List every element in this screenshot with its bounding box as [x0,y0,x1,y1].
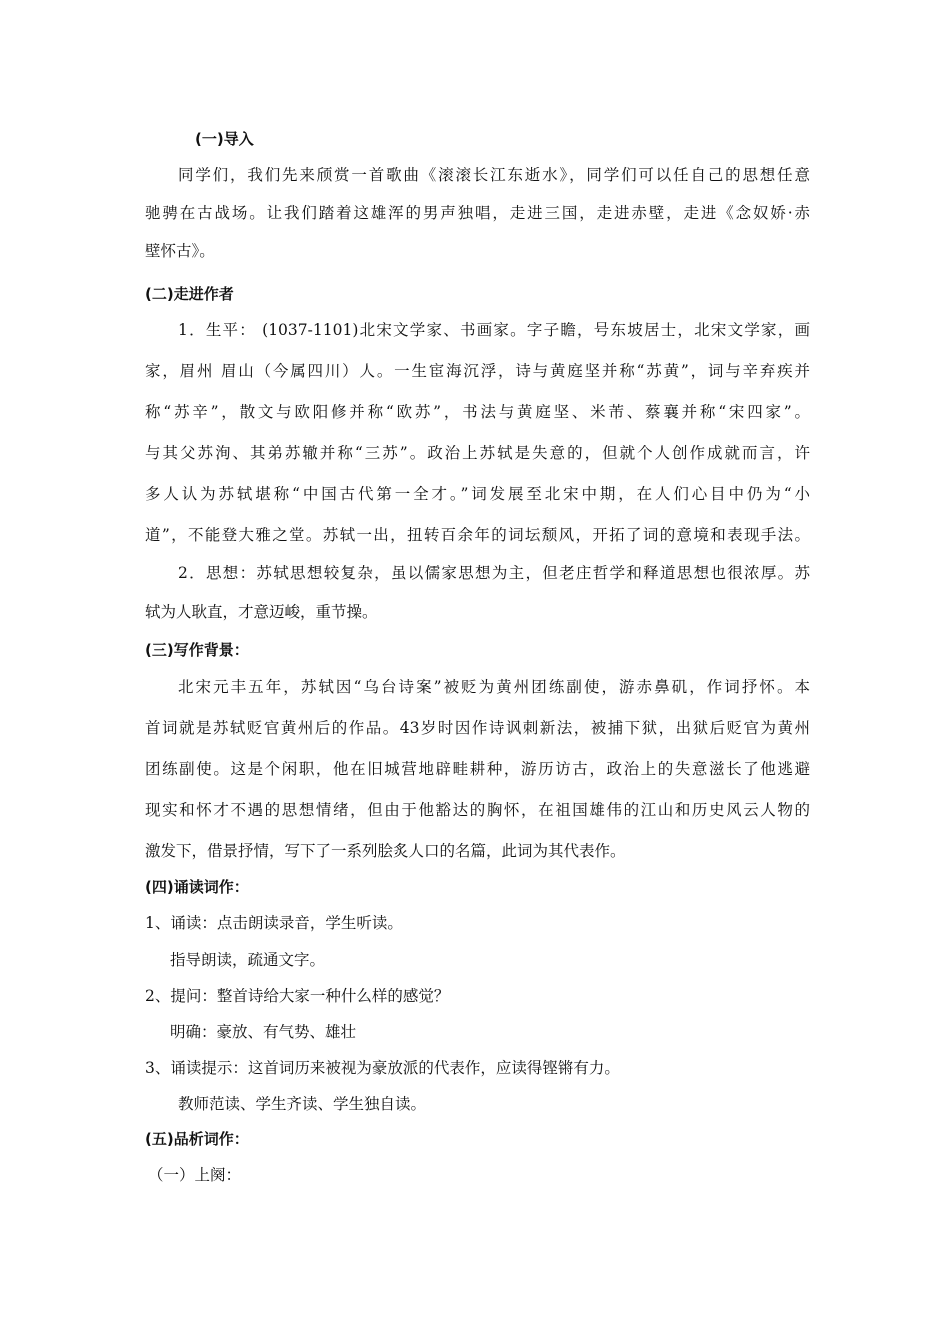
paragraph-line: 同学们，我们先来颀赏一首歌曲《滚滚长江东逝水》，同学们可以任自己的思想任意 [178,166,810,184]
subsection-heading: （一）上阕： [148,1166,242,1184]
paragraph-line: 家，眉州 眉山（今属四川）人。一生宦海沉浮，诗与黄庭坚并称“苏黄”，词与辛弃疾并 [145,362,810,380]
section-heading-intro: (一)导入 [195,130,254,148]
paragraph-line: 北宋元丰五年，苏轼因“乌台诗案”被贬为黄州团练副使，游赤鼻矶，作词抒怀。本 [178,678,810,696]
list-item: 3、诵读提示：这首词历来被视为豪放派的代表作，应读得铿锵有力。 [145,1059,620,1077]
paragraph-line: 与其父苏洵、其弟苏辙并称“三苏”。政治上苏轼是失意的，但就个人创作成就而言，许 [145,444,810,462]
paragraph-line: 首词就是苏轼贬官黄州后的作品。43岁时因作诗讽刺新法，被捕下狱，出狱后贬官为黄州 [145,719,810,737]
section-heading-author: (二)走进作者 [145,285,234,303]
section-heading-background: (三)写作背景： [145,641,249,659]
list-item: 指导朗读，疏通文字。 [170,951,326,969]
paragraph-line: 驰骋在古战场。让我们踏着这雄浑的男声独唱，走进三国，走进赤壁，走进《念奴娇·赤 [145,204,810,222]
list-item: 明确：豪放、有气势、雄壮 [170,1023,357,1041]
paragraph-line: 激发下，借景抒情，写下了一系列脍炙人口的名篇，此词为其代表作。 [145,842,626,860]
paragraph-line: 1．生平： (1037-1101)北宋文学家、书画家。字子瞻，号东坡居士，北宋文学家，画 [178,321,810,339]
paragraph-line: 轼为人耿直，才意迈峻，重节操。 [145,603,378,621]
paragraph-line: 现实和怀才不遇的思想情绪，但由于他豁达的胸怀，在祖国雄伟的江山和历史风云人物的 [145,801,810,819]
section-heading-analysis: (五)品析词作： [145,1130,249,1148]
list-item: 教师范读、学生齐读、学生独自读。 [178,1095,427,1113]
paragraph-line: 多人认为苏轼堪称“中国古代第一全才。”词发展至北宋中期，在人们心目中仍为“小 [145,485,810,503]
section-heading-reading: (四)诵读词作： [145,878,249,896]
paragraph-line: 团练副使。这是个闲职，他在旧城营地辟畦耕种，游历访古，政治上的失意滋长了他逃避 [145,760,810,778]
paragraph-line: 称“苏辛”，散文与欧阳修并称“欧苏”，书法与黄庭坚、米芾、蔡襄并称“宋四家”。 [145,403,810,421]
paragraph-line: 2．思想：苏轼思想较复杂，虽以儒家思想为主，但老庄哲学和释道思想也很浓厚。苏 [178,564,810,582]
paragraph-line: 道”，不能登大雅之堂。苏轼一出，扭转百余年的词坛颓风，开拓了词的意境和表现手法。 [145,526,810,544]
paragraph-line: 壁怀古》。 [145,242,215,260]
list-item: 2、提问：整首诗给大家一种什么样的感觉？ [145,987,450,1005]
list-item: 1、诵读：点击朗读录音，学生听读。 [145,914,403,932]
